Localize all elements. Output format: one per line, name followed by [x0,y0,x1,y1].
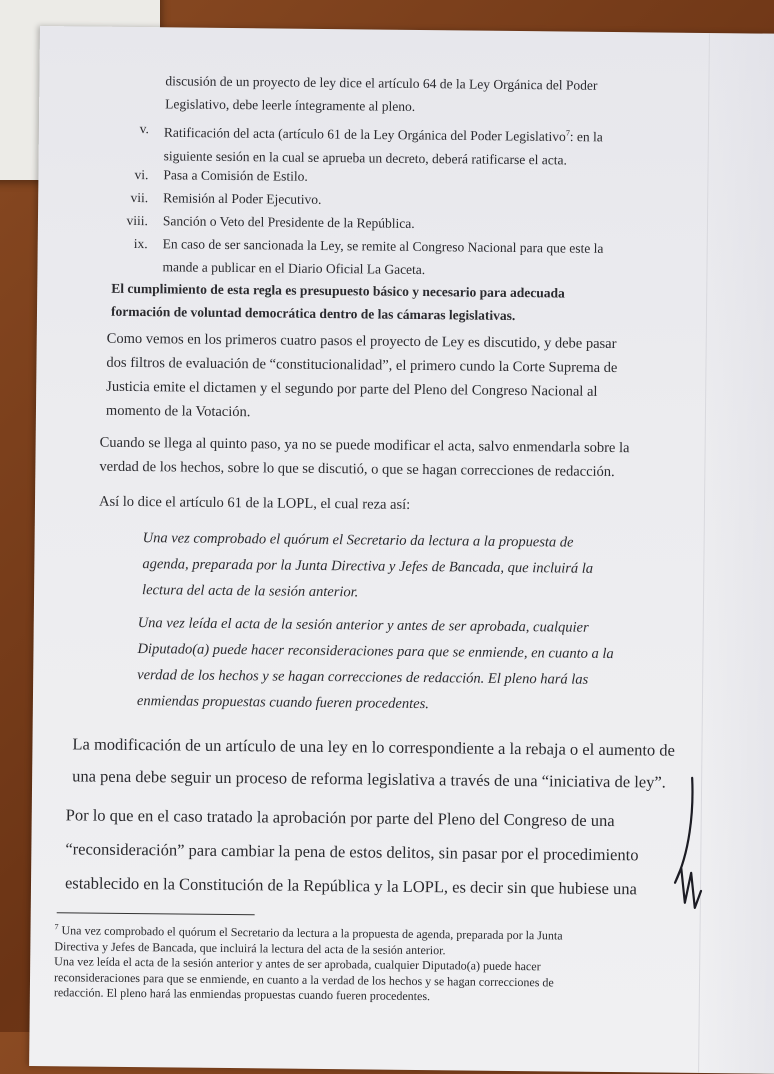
text-line: Una vez leída el acta de la sesión anterior y antes de ser aprobada, cualquier Diputado(a) puede hacer [54,954,541,974]
paragraph [106,327,618,428]
footnote-marker: 7 [54,922,59,932]
text-line: Diputado(a) puede hacer reconsideraciones para que se enmiende, en cuanto a la [137,641,614,663]
bold-statement [111,277,565,328]
text-line: Una vez comprobado el quórum el Secretario da lectura a la propuesta de [142,530,574,551]
block-quote [142,525,594,608]
text-line: “reconsideración” para cambiar la pena de estos delitos, sin pasar por el procedimiento [65,839,639,865]
text-line: verdad de los hechos, sobre lo que se discutió, o que se hagan correcciones de redacción. [99,458,615,481]
text-line: Así lo dice el artículo 61 de la LOPL, el cual reza así: [98,493,411,513]
text-line: En caso de ser sancionada la Ley, se remite al Congreso Nacional para que este la [162,236,604,256]
paragraph [99,490,410,517]
paragraph [99,431,629,485]
text-line: Ratificación del acta (artículo 61 de la Ley Orgánica del Poder Legislativo$^7$: en la [163,124,603,145]
text-line: formación de voluntad democrática dentro de las cámaras legislativas. [110,303,516,323]
paragraph [72,728,675,798]
list-item [117,232,677,284]
text-line: Como vemos en los primeros cuatro pasos el proyecto de Ley es discutido, y debe pasar [106,330,617,353]
text-line: enmiendas propuestas cuando fueren procedentes. [136,693,429,713]
text-line: discusión de un proyecto de ley dice el artículo 64 de la Ley Orgánica del Poder [165,73,598,93]
handwritten-signature [661,773,723,924]
block-quote [137,610,614,719]
list-number: ix. [133,235,148,252]
list-number: vii. [130,189,149,206]
text-line: Sanción o Veto del Presidente de la República. [162,213,415,231]
text-line: siguiente sesión en la cual se aprueba un decreto, deberá ratificarse el acta. [163,147,568,168]
text-line: $^7$ Una vez comprobado el quórum el Secretario da lectura a la propuesta de agenda, preparada por la Junta [54,922,563,943]
text-line: Pasa a Comisión de Estilo. [163,167,308,184]
list-number: v. [139,121,150,137]
footnote [54,919,563,1006]
text-line: establecido en la Constitución de la República y la LOPL, es decir sin que hubiese una [64,873,637,899]
text-line: Legislativo, debe leerle íntegramente al pleno. [165,96,416,114]
text-line: El cumplimiento de esta regla es presupuesto básico y necesario para adecuada [111,280,565,301]
text-line: lectura del acta de la sesión anterior. [142,582,359,601]
list-item [119,117,679,169]
text-line: momento de la Votación. [105,402,251,421]
document-page [29,26,774,1074]
text-line: Por lo que en el caso tratado la aprobación por parte del Pleno del Congreso de una [65,805,615,831]
text-line: dos filtros de evaluación de “constitucionalidad”, el primero cundo la Corte Suprema de [106,354,618,377]
list-number: vi. [134,166,149,183]
footnote-rule [57,912,255,915]
text-line: Justicia emite el dictamen y el segundo por parte del Pleno del Congreso Nacional al [106,378,598,400]
text-line: Una vez leída el acta de la sesión anterior y antes de ser aprobada, cualquier [137,615,589,636]
list-continuation [165,69,597,120]
text-line: mande a publicar en el Diario Oficial La Gaceta. [162,259,426,278]
steps-list [117,117,679,284]
text-line: reconsideraciones para que se enmiende, en cuanto a la verdad de los hechos y se hagan correcciones de [53,969,554,989]
footnote-ref: 7 [565,128,570,138]
text-line: una pena debe seguir un proceso de reforma legislativa a través de una “iniciativa de ley”. [72,766,666,792]
text-line: redacción. El pleno hará las enmiendas propuestas cuando fueren procedentes. [53,985,431,1004]
list-number: viii. [126,212,149,229]
text-line: verdad de los hechos y se hagan correcciones de redacción. El pleno hará las [137,667,589,688]
text-line: Cuando se llega al quinto paso, ya no se puede modificar el acta, salvo enmendarla sobre la [99,434,630,457]
text-line: Directiva y Jefes de Bancada, que incluirá la lectura del acta de la sesión anterior. [54,938,446,957]
paragraph [65,798,639,906]
text-line: Remisión al Poder Ejecutivo. [163,190,322,207]
text-line: La modificación de un artículo de una ley en lo correspondiente a la rebaja o el aumento de [72,734,676,760]
text-line: agenda, preparada por la Junta Directiva y Jefes de Bancada, que incluirá la [142,556,594,577]
